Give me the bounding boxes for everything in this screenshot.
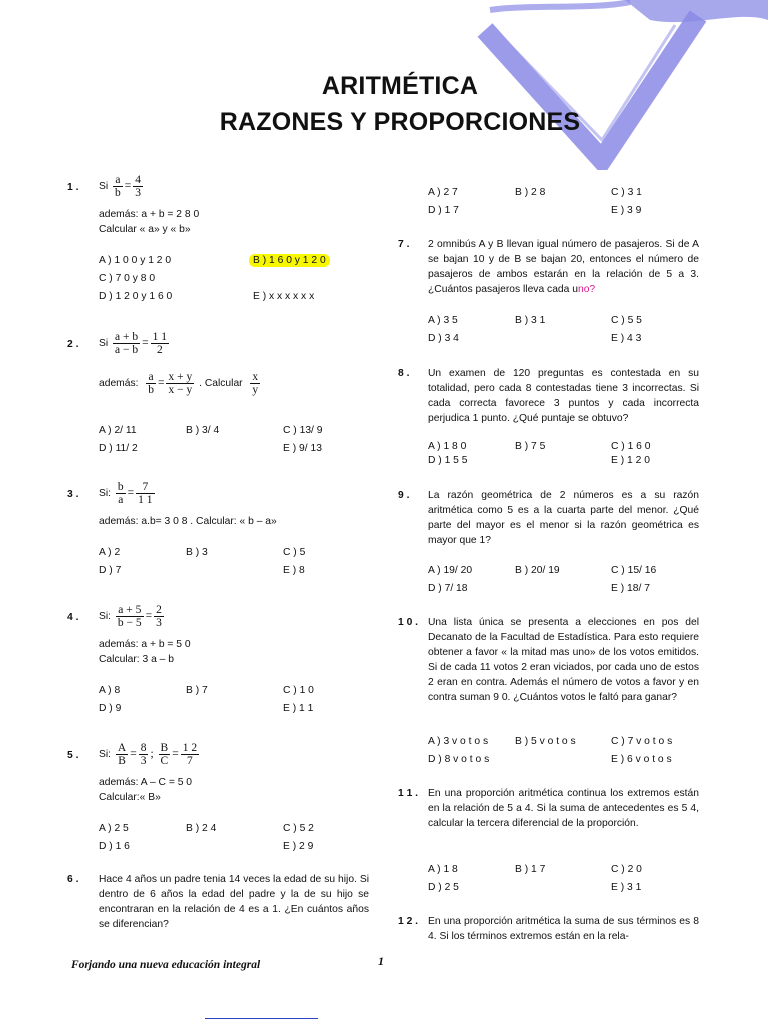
- option-d: D ) 3 4: [428, 333, 459, 344]
- fraction: [159, 742, 171, 767]
- numerator: a: [146, 371, 156, 384]
- denominator: y: [252, 384, 259, 396]
- option-a: A ) 2/ 11: [99, 425, 137, 436]
- option-e: E ) 3 1: [611, 882, 642, 893]
- option-b: B ) 5 v o t o s: [515, 736, 576, 747]
- problem-number: 2 .: [67, 339, 79, 350]
- si-label: Si:: [99, 611, 112, 623]
- option-d: D ) 1 2 0 y 1 6 0: [99, 291, 173, 302]
- problem-number: 9 .: [398, 490, 410, 501]
- numerator: A: [117, 742, 127, 754]
- numerator: a + b: [115, 331, 139, 343]
- option-c: C ) 7 v o t o s: [611, 736, 673, 747]
- option-e: E ) 4 3: [611, 333, 642, 344]
- numerator: a: [113, 174, 123, 187]
- option-d: D ) 1 7: [428, 205, 459, 216]
- option-d: D ) 7: [99, 565, 122, 576]
- ademas-label: además:: [99, 378, 139, 390]
- fraction: [181, 742, 199, 767]
- option-e: E ) 2 9: [283, 841, 314, 852]
- problem-number: 8 .: [398, 368, 410, 379]
- fraction: [116, 604, 144, 629]
- option-b: B ) 3 1: [515, 315, 546, 326]
- calcular-label: . Calcular: [199, 378, 243, 390]
- option-d: D ) 2 5: [428, 882, 459, 893]
- si-label: Si: [99, 181, 109, 193]
- fraction: [250, 371, 260, 396]
- option-c: C ) 13/ 9: [283, 425, 323, 436]
- fraction: [151, 331, 169, 356]
- formula: Si $\frac{a}{b}$ = $\frac{4}{3}$: [99, 174, 142, 199]
- problem-text: Calcular « a» y « b»: [99, 224, 191, 235]
- problem-number: 1 0 .: [398, 617, 419, 628]
- option-e: E ) 8: [283, 565, 305, 576]
- problem-number: 6 .: [67, 874, 79, 885]
- fraction: [113, 331, 140, 356]
- highlighted-answer: B ) 1 6 0 y 1 2 0: [249, 254, 330, 267]
- option-e: E ) 6 v o t o s: [611, 754, 672, 765]
- denominator: B: [118, 755, 126, 767]
- denominator: a: [118, 494, 124, 506]
- si-label: Si:: [99, 488, 112, 500]
- option-a: A ) 8: [99, 685, 121, 696]
- numerator: 2: [156, 604, 162, 616]
- problem-number: 3 .: [67, 489, 79, 500]
- denominator: 2: [156, 344, 163, 356]
- fraction: [116, 742, 128, 767]
- problem-number: 5 .: [67, 750, 79, 761]
- denominator: b: [148, 384, 154, 396]
- numerator: 8: [140, 742, 147, 754]
- option-b: B ) 7 5: [515, 441, 546, 452]
- fraction: [136, 481, 154, 506]
- formula: además: $\frac{a}{b}$ = $\frac{x + y}{x - y}$ . Calcular $\frac{x}{y}$: [99, 371, 259, 396]
- fraction: [146, 371, 156, 396]
- option-b: B ) 2 4: [186, 823, 217, 834]
- option-c: C ) 5 5: [611, 315, 642, 326]
- option-a: A ) 1 8 0: [428, 441, 467, 452]
- formula: Si: $\frac{b}{a}$ = $\frac{7}{1 1}$: [99, 481, 153, 506]
- option-d: D ) 7/ 18: [428, 583, 468, 594]
- option-a: A ) 3 5: [428, 315, 458, 326]
- option-c: C ) 1 0: [283, 685, 314, 696]
- option-e: E ) 18/ 7: [611, 583, 650, 594]
- fraction: [116, 481, 126, 506]
- problem-text: además: a.b= 3 0 8 . Calcular: « b – a»: [99, 516, 277, 527]
- numerator: B: [160, 742, 169, 754]
- option-c: C ) 2 0: [611, 864, 642, 875]
- problem-number: 1 1 .: [398, 788, 419, 799]
- option-d: D ) 1 6: [99, 841, 130, 852]
- numerator: 1 1: [152, 331, 167, 343]
- fraction: [139, 742, 149, 767]
- problem-text: Hace 4 años un padre tenia 14 veces la edad de su hijo. Si dentro de 6 años la edad del padre y la de su hijo se encontraran en la relación de 4 es a 1. ¿En cuántos años se diferencian?: [99, 874, 369, 930]
- formula: Si $\frac{a + b}{a - b}$ = $\frac{1 1}{2}$: [99, 331, 167, 356]
- denominator: 3: [135, 187, 142, 199]
- problem-text: además: a + b = 5 0: [99, 639, 191, 650]
- numerator: x + y: [168, 371, 193, 383]
- option-b: B ) 3: [186, 547, 208, 558]
- problem-text: Calcular:« B»: [99, 792, 161, 803]
- numerator: a + 5: [116, 604, 144, 617]
- denominator: C: [160, 755, 169, 767]
- problem-number: 4 .: [67, 612, 79, 623]
- denominator: a − b: [115, 344, 139, 356]
- problem-text: además: A – C = 5 0: [99, 777, 193, 788]
- problem-text: [428, 237, 699, 297]
- problem-number: 1 .: [67, 182, 79, 193]
- formula: Si: $\frac{a + 5}{b - 5}$ = $\frac{2}{3}$: [99, 604, 162, 629]
- option-a: A ) 19/ 20: [428, 565, 473, 576]
- denominator: 1 1: [138, 494, 153, 506]
- denominator: 3: [140, 755, 147, 767]
- denominator: b: [115, 187, 121, 199]
- problem-text: Una lista única se presenta a elecciones en pos del Decanato de la Facultad de Estadística. Para esto requiere obtener a favor « la mitad mas uno» de los votos emitidos. Si de cada 11 votos 2 eran viciados, por cada uno de estos 2 eran en contra. Además el número de votos a favor y en contra suman 9 0. ¿Cuántos votos le faltó para ganar?: [428, 617, 699, 703]
- option-b: [253, 253, 330, 268]
- option-c: C ) 5: [283, 547, 306, 558]
- title-line-2: RAZONES Y PROPORCIONES: [219, 108, 581, 136]
- problem-text: En una proporción aritmética continua los extremos están en la relación de 5 a 4. Si la suma de antecedentes es 5 4, calcular la tercera diferencial de la proporción.: [428, 788, 699, 829]
- option-b: B ) 3/ 4: [186, 425, 220, 436]
- si-label: Si: [99, 338, 109, 350]
- option-a: A ) 1 0 0 y 1 2 0: [99, 255, 172, 266]
- option-b: B ) 7: [186, 685, 208, 696]
- problem-text: además: a + b = 2 8 0: [99, 209, 200, 220]
- problem-number: 7 .: [398, 239, 410, 250]
- option-b: B ) 20/ 19: [515, 565, 560, 576]
- option-a: A ) 3 v o t o s: [428, 736, 489, 747]
- option-d: D ) 1 5 5: [428, 455, 468, 466]
- option-c: C ) 1 6 0: [611, 441, 651, 452]
- denominator: 3: [156, 617, 162, 629]
- option-e: E ) 3 9: [611, 205, 642, 216]
- numerator: 4: [135, 174, 142, 186]
- option-e: E ) 1 2 0: [611, 455, 650, 466]
- denominator: 7: [187, 755, 193, 767]
- numerator: 7: [136, 481, 154, 494]
- numerator: x: [252, 371, 259, 383]
- denominator: b − 5: [117, 617, 142, 629]
- option-d: D ) 9: [99, 703, 122, 714]
- option-e: E ) 1 1: [283, 703, 314, 714]
- link-underline[interactable]: [205, 1018, 318, 1019]
- option-d: D ) 8 v o t o s: [428, 754, 490, 765]
- option-d: D ) 11/ 2: [99, 443, 138, 454]
- option-e: E ) x x x x x x: [253, 291, 315, 302]
- option-c: C ) 7 0 y 8 0: [99, 273, 156, 284]
- numerator: b: [117, 481, 124, 493]
- option-a: A ) 2 5: [99, 823, 129, 834]
- fraction: [113, 174, 123, 199]
- problem-text: Calcular: 3 a – b: [99, 654, 174, 665]
- option-e: E ) 9/ 13: [283, 443, 322, 454]
- option-c: C ) 15/ 16: [611, 565, 657, 576]
- problem-text: En una proporción aritmética la suma de sus términos es 8 4. Si los términos extremos están en la rela-: [428, 916, 699, 942]
- pink-text: no?: [577, 284, 596, 295]
- option-a: A ) 1 8: [428, 864, 458, 875]
- problem-text: Un examen de 120 preguntas es contestada en su totalidad, pero cada 8 contestadas tiene 3 incorrectas. Si cada correcta favorece 3 puntos y cada incorrecta perjudica 1 punto. ¿Qué puntaje se obtuvo?: [428, 368, 699, 424]
- fraction: [166, 371, 194, 396]
- problem-number: 1 2 .: [398, 916, 419, 927]
- fraction: [133, 174, 143, 199]
- footer-slogan: Forjando una nueva educación integral: [71, 959, 261, 971]
- option-b: B ) 1 7: [515, 864, 546, 875]
- option-c: C ) 3 1: [611, 187, 642, 198]
- si-label: Si:: [99, 749, 112, 761]
- page-number: 1: [378, 954, 384, 968]
- problem-text-body: 2 omnibús A y B llevan igual número de pasajeros. Si de A se bajan 10 y de B se bajan 20, entonces el número de pasajeros de ambos estarán en la relación de 5 a 3. ¿Cuántos pasajeros lleva cada u: [428, 239, 699, 295]
- problem-text: La razón geométrica de 2 números es a su razón aritmética como 5 es a la cuarta parte del menor. ¿Qué parte del mayor es el menor si la razón geométrica es mayor que 1?: [428, 490, 699, 546]
- option-a: A ) 2: [99, 547, 121, 558]
- fraction: [154, 604, 164, 629]
- title-line-1: ARITMÉTICA: [321, 72, 479, 100]
- option-a: A ) 2 7: [428, 187, 458, 198]
- option-b: B ) 2 8: [515, 187, 546, 198]
- formula: Si: $\frac{A}{B}$ = $\frac{8}{3}$ ; $\frac{B}{C}$ = $\frac{1 2}{7}$: [99, 742, 198, 767]
- numerator: 1 2: [182, 742, 198, 754]
- option-c: C ) 5 2: [283, 823, 314, 834]
- denominator: x − y: [168, 384, 193, 396]
